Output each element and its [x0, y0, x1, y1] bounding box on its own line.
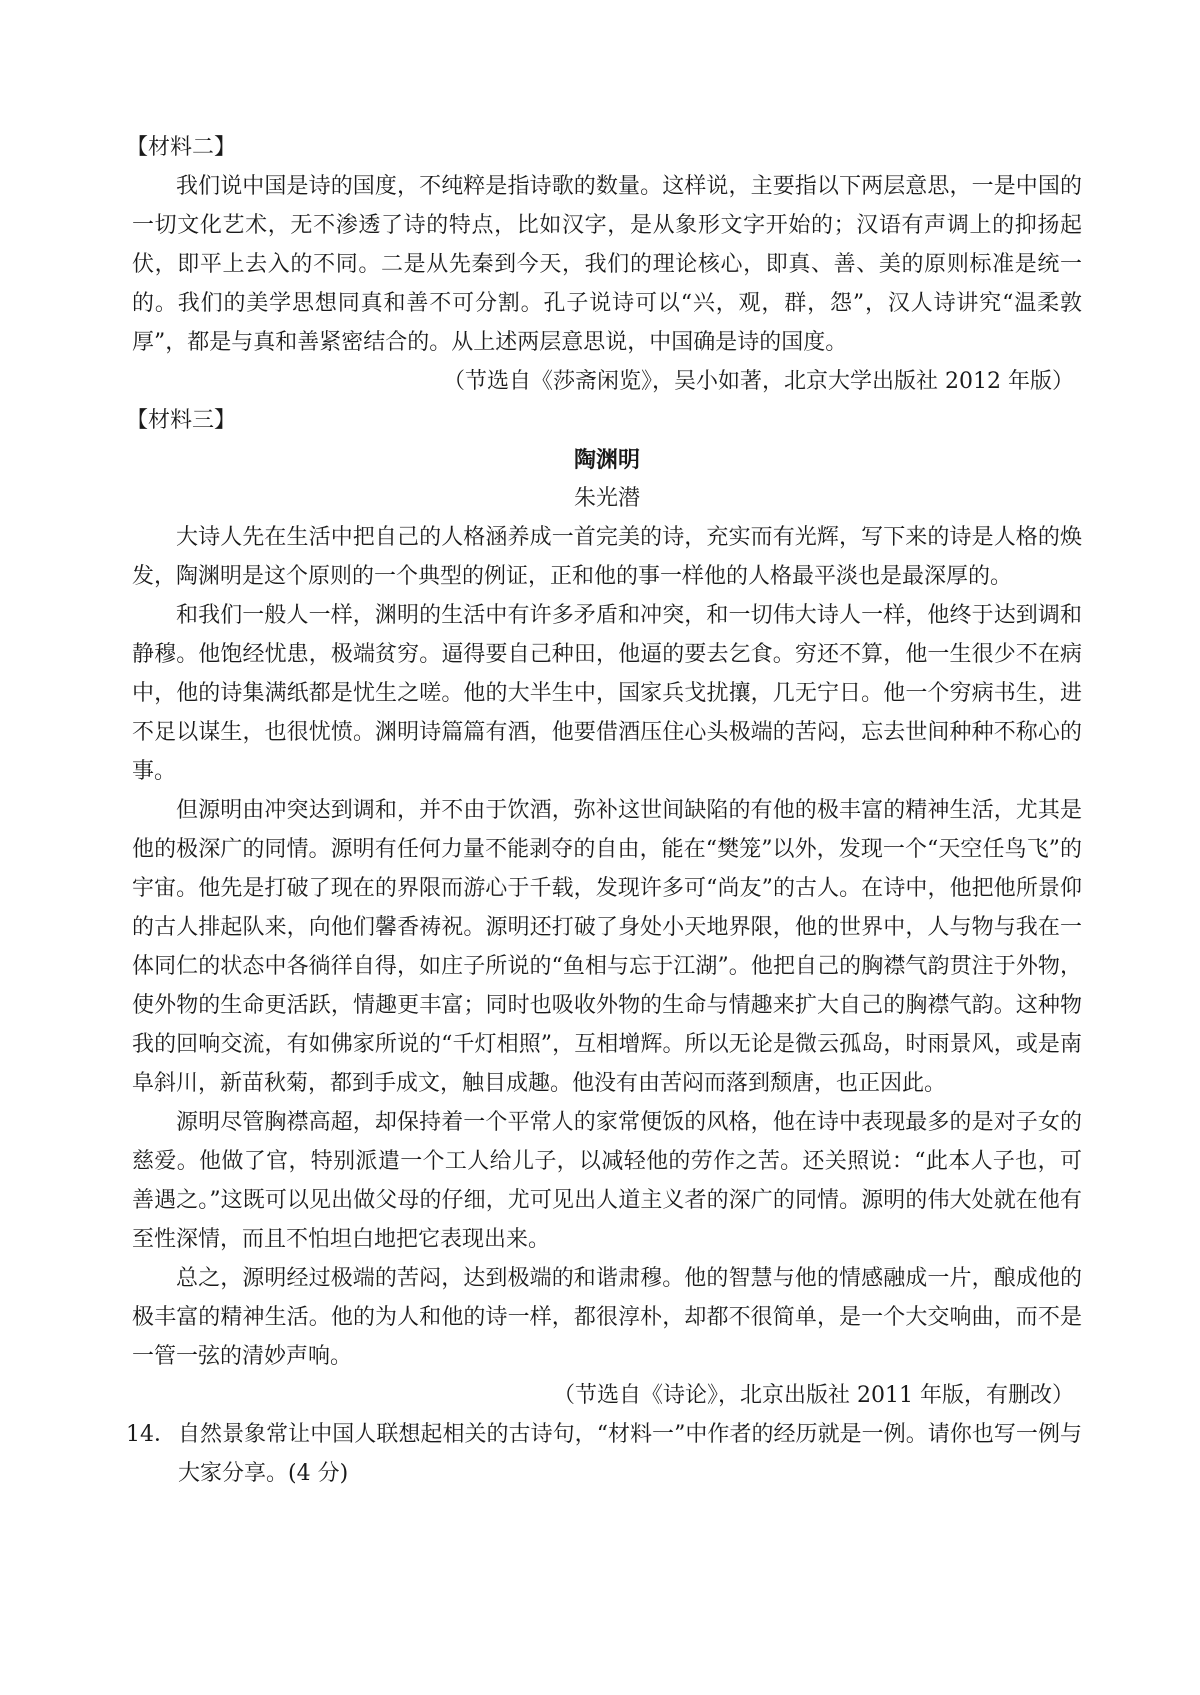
material-two-label: 【材料二】: [126, 135, 237, 160]
material-two-source: （节选自《莎斋闲览》，吴小如著，北京大学出版社 2012 年版）: [443, 369, 1074, 394]
document-page: [126, 128, 1082, 1493]
article-paragraph-4: 源明尽管胸襟高超，却保持着一个平常人的家常便饭的风格，他在诗中表现最多的是对子女的慈爱。他做了官，特别派遣一个工人给儿子，以减轻他的劳作之苦。还关照说：“此本人子也，可善遇之。”这既可以见出做父母的仔细，尤可见出人道主义者的深广的同情。源明的伟大处就在他有至性深情，而且不怕坦白地把它表现出来。: [132, 1110, 1082, 1252]
article-paragraph-2: 和我们一般人一样，渊明的生活中有许多矛盾和冲突，和一切伟大诗人一样，他终于达到调和静穆。他饱经忧患，极端贫穷。逼得要自己种田，他逼的要去乞食。穷还不算，他一生很少不在病中，他的诗集满纸都是忧生之嗟。他的大半生中，国家兵戈扰攘，几无宁日。他一个穷病书生，进不足以谋生，也很忧愤。渊明诗篇篇有酒，他要借酒压住心头极端的苦闷，忘去世间种种不称心的事。: [132, 603, 1082, 784]
question-14: [126, 1415, 1082, 1493]
material-three-source: （节选自《诗论》，北京出版社 2011 年版，有删改）: [553, 1383, 1074, 1408]
article-paragraph-3: 但源明由冲突达到调和，并不由于饮酒，弥补这世间缺陷的有他的极丰富的精神生活，尤其是他的极深广的同情。源明有任何力量不能剥夺的自由，能在“樊笼”以外，发现一个“天空任鸟飞”的宇宙。他先是打破了现在的界限而游心于千载，发现许多可“尚友”的古人。在诗中，他把他所景仰的古人排起队来，向他们馨香祷祝。源明还打破了身处小天地界限，他的世界中，人与物与我在一体同仁的状态中各徜徉自得，如庄子所说的“鱼相与忘于江湖”。他把自己的胸襟气韵贯注于外物，使外物的生命更活跃，情趣更丰富；同时也吸收外物的生命与情趣来扩大自己的胸襟气韵。这种物我的回响交流，有如佛家所说的“千灯相照”，互相增辉。所以无论是微云孤岛，时雨景风，或是南阜斜川，新苗秋菊，都到手成文，触目成趣。他没有由苦闷而落到颓唐，也正因此。: [132, 798, 1082, 1096]
article-paragraph-1: 大诗人先在生活中把自己的人格涵养成一首完美的诗，充实而有光辉，写下来的诗是人格的焕发，陶渊明是这个原则的一个典型的例证，正和他的事一样他的人格最平淡也是最深厚的。: [132, 525, 1082, 589]
article-author: 朱光潜: [573, 486, 640, 511]
question-number: 14．: [126, 1422, 176, 1447]
material-three-label: 【材料三】: [126, 408, 237, 433]
article-paragraph-5: 总之，源明经过极端的苦闷，达到极端的和谐肃穆。他的智慧与他的情感融成一片，酿成他的极丰富的精神生活。他的为人和他的诗一样，都很淳朴，却都不很简单，是一个大交响曲，而不是一管一弦的清妙声响。: [132, 1266, 1082, 1369]
question-text: 自然景象常让中国人联想起相关的古诗句，“材料一”中作者的经历就是一例。请你也写一例与大家分享。(4 分): [178, 1422, 1082, 1486]
material-two-paragraph: 我们说中国是诗的国度，不纯粹是指诗歌的数量。这样说，主要指以下两层意思，一是中国的一切文化艺术，无不渗透了诗的特点，比如汉字，是从象形文字开始的；汉语有声调上的抑扬起伏，即平上去入的不同。二是从先秦到今天，我们的理论核心，即真、善、美的原则标准是统一的。我们的美学思想同真和善不可分割。孔子说诗可以“兴，观，群，怨”，汉人诗讲究“温柔敦厚”，都是与真和善紧密结合的。从上述两层意思说，中国确是诗的国度。: [132, 174, 1082, 355]
article-title: 陶渊明: [573, 447, 640, 473]
